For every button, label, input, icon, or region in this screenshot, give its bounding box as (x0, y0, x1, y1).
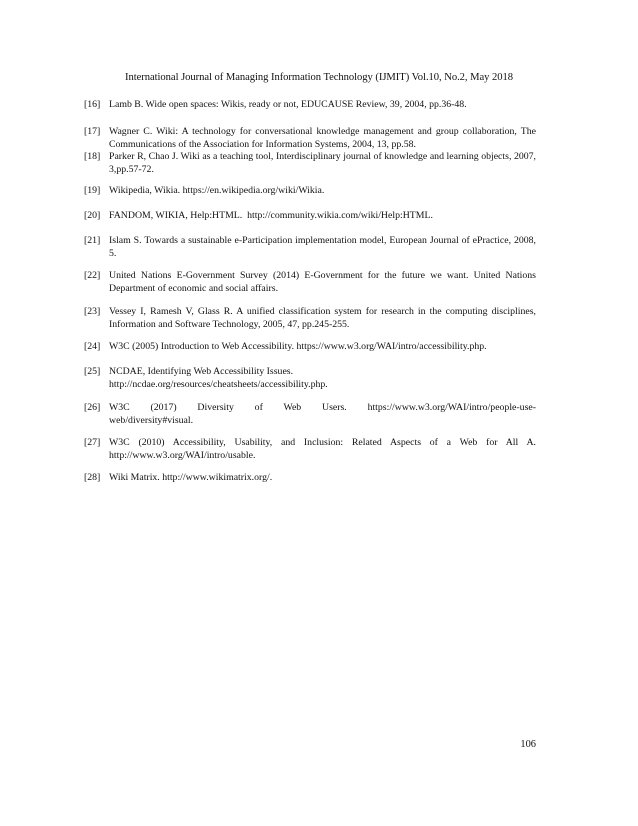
reference-16 (84, 98, 536, 111)
reference-number: [22] (84, 270, 101, 281)
reference-text-line: W3C (2017) Diversity of Web Users. https://www.w3.org/WAI/intro/people-use- (109, 402, 536, 413)
running-header: International Journal of Managing Information Technology (IJMIT) Vol.10, No.2, May 2018 (125, 72, 513, 83)
reference-18 (84, 150, 536, 177)
reference-number: [17] (84, 126, 101, 137)
reference-text: Parker R, Chao J. Wiki as a teaching tool, Interdisciplinary journal of knowledge and learning objects, 2007, 3,pp.57-72. (109, 151, 536, 176)
reference-25 (84, 365, 536, 392)
reference-text: FANDOM, WIKIA, Help:HTML. http://community.wikia.com/wiki/Help:HTML. (109, 210, 433, 221)
reference-number: [26] (84, 402, 101, 413)
reference-number: [27] (84, 437, 101, 448)
reference-number: [24] (84, 341, 101, 352)
reference-text: Vessey I, Ramesh V, Glass R. A unified classification system for research in the computing disciplines, Information and Software Technology, 2005, 47, pp.245-255. (109, 306, 536, 331)
reference-19 (84, 184, 536, 197)
reference-text: W3C (2005) Introduction to Web Accessibility. https://www.w3.org/WAI/intro/accessibility.php. (109, 341, 487, 352)
page-number: 106 (520, 739, 536, 750)
reference-text: Wiki Matrix. http://www.wikimatrix.org/. (109, 472, 273, 483)
reference-23 (84, 305, 536, 332)
reference-text: Islam S. Towards a sustainable e-Participation implementation model, European Journal of ePractice, 2008, 5. (109, 235, 536, 260)
reference-number: [21] (84, 235, 101, 246)
reference-20 (84, 209, 536, 222)
reference-number: [20] (84, 210, 101, 221)
reference-number: [25] (84, 366, 101, 377)
reference-26 (84, 401, 536, 428)
reference-text: Lamb B. Wide open spaces: Wikis, ready or not, EDUCAUSE Review, 39, 2004, pp.36-48. (109, 99, 467, 110)
reference-text: W3C (2010) Accessibility, Usability, and Inclusion: Related Aspects of a Web for All A. http://www.w3.org/WAI/intro/usable. (109, 437, 536, 462)
reference-number: [19] (84, 185, 101, 196)
reference-text-line: NCDAE, Identifying Web Accessibility Issues. (109, 366, 294, 377)
reference-17 (84, 125, 536, 152)
reference-number: [23] (84, 306, 101, 317)
reference-27 (84, 436, 536, 463)
reference-24 (84, 340, 536, 353)
reference-number: [28] (84, 472, 101, 483)
reference-number: [16] (84, 99, 101, 110)
reference-text (109, 365, 536, 392)
reference-text-line: web/diversity#visual. (109, 415, 194, 427)
reference-text: United Nations E-Government Survey (2014) E-Government for the future we want. United Nations Department of economic and social affairs. (109, 270, 536, 295)
reference-text: Wikipedia, Wikia. https://en.wikipedia.org/wiki/Wikia. (109, 185, 325, 196)
reference-22 (84, 269, 536, 296)
reference-text (109, 401, 536, 428)
reference-text: Wagner C. Wiki: A technology for conversational knowledge management and group collaboration, The Communications of the Association for Information Systems, 2004, 13, pp.58. (109, 126, 536, 151)
reference-url: http://ncdae.org/resources/cheatsheets/accessibility.php. (109, 379, 328, 391)
reference-28 (84, 471, 536, 484)
reference-21 (84, 234, 536, 261)
reference-number: [18] (84, 151, 101, 162)
